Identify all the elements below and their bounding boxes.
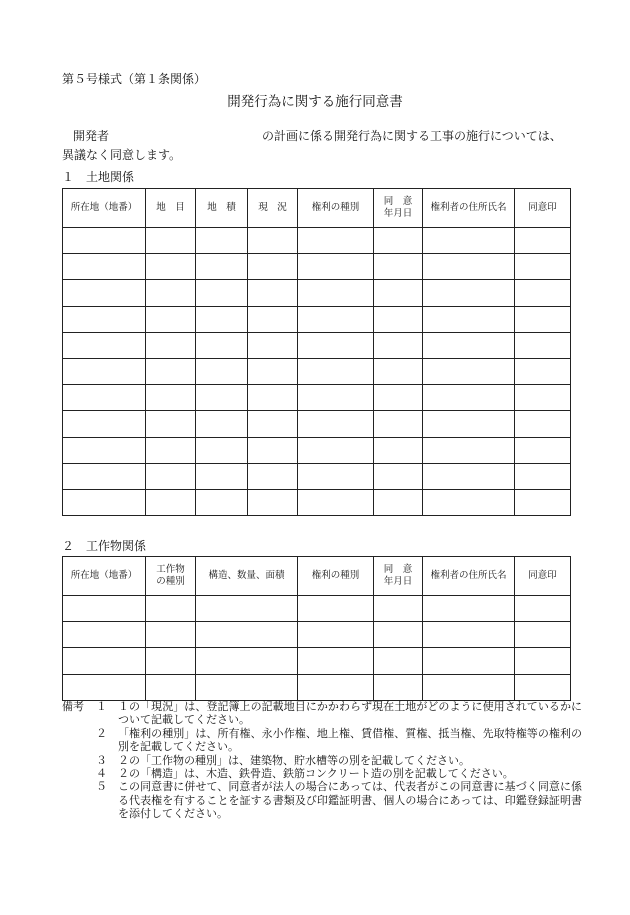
table-row [63, 648, 571, 674]
table-cell[interactable] [423, 437, 515, 463]
table-cell[interactable] [146, 596, 196, 622]
table-cell[interactable] [298, 332, 374, 358]
note-text: ２の「構造」は、木造、鉄骨造、鉄筋コンクリート造の別を記載してください。 [118, 767, 514, 781]
header-land-area: 地 積 [196, 189, 248, 228]
table-cell[interactable] [248, 411, 298, 437]
note-text: この同意書に併せて、同意者が法人の場合にあっては、代表者がこの同意書に基づく同意に係る代表権を有することを証する書類及び印鑑証明書、個人の場合にあっては、印鑑登録証明書を添付してください。 [118, 780, 582, 821]
table-cell[interactable] [248, 254, 298, 280]
intro-developer-label: 開発者 [73, 129, 110, 143]
table-cell[interactable] [515, 385, 571, 411]
note-item [62, 700, 582, 727]
table-cell[interactable] [248, 280, 298, 306]
table-cell[interactable] [423, 228, 515, 254]
table-cell[interactable] [63, 437, 146, 463]
table-row [63, 358, 571, 384]
table-cell[interactable] [196, 437, 248, 463]
table-cell[interactable] [515, 332, 571, 358]
note-number: ３ [96, 753, 107, 767]
table-cell[interactable] [146, 622, 196, 648]
table-cell[interactable] [146, 674, 196, 700]
table-cell[interactable] [515, 489, 571, 515]
table-cell[interactable] [196, 622, 298, 648]
table-cell[interactable] [146, 306, 196, 332]
table-cell[interactable] [63, 411, 146, 437]
table-cell[interactable] [423, 306, 515, 332]
table-cell[interactable] [146, 489, 196, 515]
table-cell[interactable] [248, 437, 298, 463]
table-cell[interactable] [298, 463, 374, 489]
table-cell[interactable] [423, 332, 515, 358]
table-cell[interactable] [196, 306, 248, 332]
table-cell[interactable] [298, 674, 374, 700]
note-item [62, 727, 582, 754]
table-cell[interactable] [515, 228, 571, 254]
table-cell[interactable] [63, 489, 146, 515]
table-cell[interactable] [298, 358, 374, 384]
land-table-header-row [63, 189, 571, 228]
table-cell[interactable] [374, 306, 423, 332]
table-cell[interactable] [196, 411, 248, 437]
table-cell[interactable] [196, 489, 248, 515]
table-cell[interactable] [146, 358, 196, 384]
table-cell[interactable] [146, 332, 196, 358]
table-cell[interactable] [298, 437, 374, 463]
table-row [63, 254, 571, 280]
table-cell[interactable] [196, 332, 248, 358]
table-cell[interactable] [248, 228, 298, 254]
notes-label: 備考 [62, 700, 84, 713]
table-cell[interactable] [298, 596, 374, 622]
table-cell[interactable] [423, 622, 515, 648]
table-cell[interactable] [423, 280, 515, 306]
table-cell[interactable] [63, 622, 146, 648]
table-cell[interactable] [298, 306, 374, 332]
table-cell[interactable] [374, 596, 423, 622]
table-cell[interactable] [374, 674, 423, 700]
note-item [62, 767, 582, 780]
table-cell[interactable] [515, 411, 571, 437]
header-consent-seal: 同意印 [515, 189, 571, 228]
header-consent-seal: 同意印 [515, 557, 571, 596]
table-cell[interactable] [515, 437, 571, 463]
table-row [63, 596, 571, 622]
table-row [63, 622, 571, 648]
table-cell[interactable] [423, 648, 515, 674]
table-cell[interactable] [515, 648, 571, 674]
notes [62, 700, 582, 821]
table-cell[interactable] [374, 332, 423, 358]
table-row [63, 437, 571, 463]
table-cell[interactable] [63, 280, 146, 306]
table-cell[interactable] [374, 254, 423, 280]
table-cell[interactable] [374, 358, 423, 384]
table-cell[interactable] [146, 648, 196, 674]
table-cell[interactable] [146, 437, 196, 463]
note-text: ２の「工作物の種別」は、建築物、貯水槽等の別を記載してください。 [118, 753, 470, 767]
table-cell[interactable] [63, 674, 146, 700]
table-cell[interactable] [146, 411, 196, 437]
table-cell[interactable] [63, 596, 146, 622]
table-row [63, 306, 571, 332]
note-number: ２ [96, 726, 107, 740]
table-cell[interactable] [248, 385, 298, 411]
land-table [62, 188, 571, 516]
table-cell[interactable] [298, 385, 374, 411]
table-cell[interactable] [515, 280, 571, 306]
table-cell[interactable] [196, 228, 248, 254]
table-cell[interactable] [196, 358, 248, 384]
table-cell[interactable] [298, 648, 374, 674]
table-cell[interactable] [63, 254, 146, 280]
header-location: 所在地（地番） [63, 189, 146, 228]
table-cell[interactable] [63, 306, 146, 332]
table-cell[interactable] [298, 411, 374, 437]
table-cell[interactable] [196, 596, 298, 622]
table-row [63, 411, 571, 437]
table-cell[interactable] [248, 489, 298, 515]
note-number: ４ [96, 767, 107, 781]
table-row [63, 674, 571, 700]
table-cell[interactable] [63, 332, 146, 358]
table-row [63, 489, 571, 515]
table-cell[interactable] [515, 596, 571, 622]
table-cell[interactable] [146, 463, 196, 489]
table-cell[interactable] [374, 463, 423, 489]
note-item [62, 754, 582, 767]
table-cell[interactable] [423, 489, 515, 515]
header-structure-type: 工作物 の種別 [146, 557, 196, 596]
table-cell[interactable] [196, 674, 298, 700]
header-construction-quantity-area: 構造、数量、面積 [196, 557, 298, 596]
table-cell[interactable] [146, 228, 196, 254]
section-land-title: １ 土地関係 [62, 170, 135, 184]
note-number: ５ [96, 780, 107, 794]
table-cell[interactable] [248, 332, 298, 358]
header-holder-address-name: 権利者の住所氏名 [423, 557, 515, 596]
table-cell[interactable] [248, 306, 298, 332]
table-cell[interactable] [63, 463, 146, 489]
note-text: １の「現況」は、登記簿上の記載地目にかかわらず現在土地がどのように使用されているかについて記載してください。 [118, 700, 582, 727]
table-cell[interactable] [374, 489, 423, 515]
table-cell[interactable] [515, 254, 571, 280]
table-cell[interactable] [423, 596, 515, 622]
table-cell[interactable] [515, 306, 571, 332]
table-cell[interactable] [515, 622, 571, 648]
table-row [63, 463, 571, 489]
table-cell[interactable] [196, 254, 248, 280]
table-cell[interactable] [146, 254, 196, 280]
table-cell[interactable] [423, 385, 515, 411]
table-cell[interactable] [196, 385, 248, 411]
header-land-category: 地 目 [146, 189, 196, 228]
table-row [63, 385, 571, 411]
form-number: 第５号様式（第１条関係） [62, 72, 207, 86]
intro-consent: 異議なく同意します。 [62, 148, 182, 162]
header-right-type: 権利の種別 [298, 557, 374, 596]
table-cell[interactable] [374, 280, 423, 306]
note-item [62, 780, 582, 820]
table-cell[interactable] [146, 385, 196, 411]
table-cell[interactable] [298, 280, 374, 306]
header-right-type: 権利の種別 [298, 189, 374, 228]
table-cell[interactable] [374, 385, 423, 411]
table-cell[interactable] [423, 674, 515, 700]
table-cell[interactable] [196, 463, 248, 489]
header-consent-date: 同 意 年月日 [374, 189, 423, 228]
table-cell[interactable] [298, 254, 374, 280]
table-cell[interactable] [423, 411, 515, 437]
table-cell[interactable] [515, 358, 571, 384]
table-row [63, 332, 571, 358]
structures-table-header-row [63, 557, 571, 596]
table-cell[interactable] [423, 254, 515, 280]
table-cell[interactable] [63, 648, 146, 674]
table-cell[interactable] [248, 358, 298, 384]
table-cell[interactable] [196, 648, 298, 674]
section-structures-title: ２ 工作物関係 [62, 539, 147, 553]
table-cell[interactable] [423, 358, 515, 384]
table-cell[interactable] [63, 385, 146, 411]
structures-table [62, 556, 571, 701]
table-cell[interactable] [374, 437, 423, 463]
table-cell[interactable] [298, 489, 374, 515]
table-cell[interactable] [248, 463, 298, 489]
table-cell[interactable] [298, 228, 374, 254]
document-title: 開発行為に関する施行同意書 [227, 94, 403, 110]
header-current-status: 現 況 [248, 189, 298, 228]
table-cell[interactable] [196, 280, 248, 306]
table-cell[interactable] [374, 648, 423, 674]
table-cell[interactable] [374, 228, 423, 254]
table-cell[interactable] [423, 463, 515, 489]
header-location: 所在地（地番） [63, 557, 146, 596]
table-row [63, 228, 571, 254]
intro-statement: の計画に係る開発行為に関する工事の施行については、 [262, 129, 562, 143]
table-cell[interactable] [515, 674, 571, 700]
table-cell[interactable] [63, 228, 146, 254]
table-cell[interactable] [146, 280, 196, 306]
table-cell[interactable] [298, 622, 374, 648]
table-cell[interactable] [63, 358, 146, 384]
header-holder-address-name: 権利者の住所氏名 [423, 189, 515, 228]
note-text: 「権利の種別」は、所有権、永小作権、地上権、賃借権、質権、抵当権、先取特権等の権利の別を記載してください。 [118, 726, 582, 754]
table-cell[interactable] [515, 463, 571, 489]
header-consent-date: 同 意 年月日 [374, 557, 423, 596]
table-row [63, 280, 571, 306]
note-number: １ [96, 700, 107, 713]
table-cell[interactable] [374, 411, 423, 437]
table-cell[interactable] [374, 622, 423, 648]
